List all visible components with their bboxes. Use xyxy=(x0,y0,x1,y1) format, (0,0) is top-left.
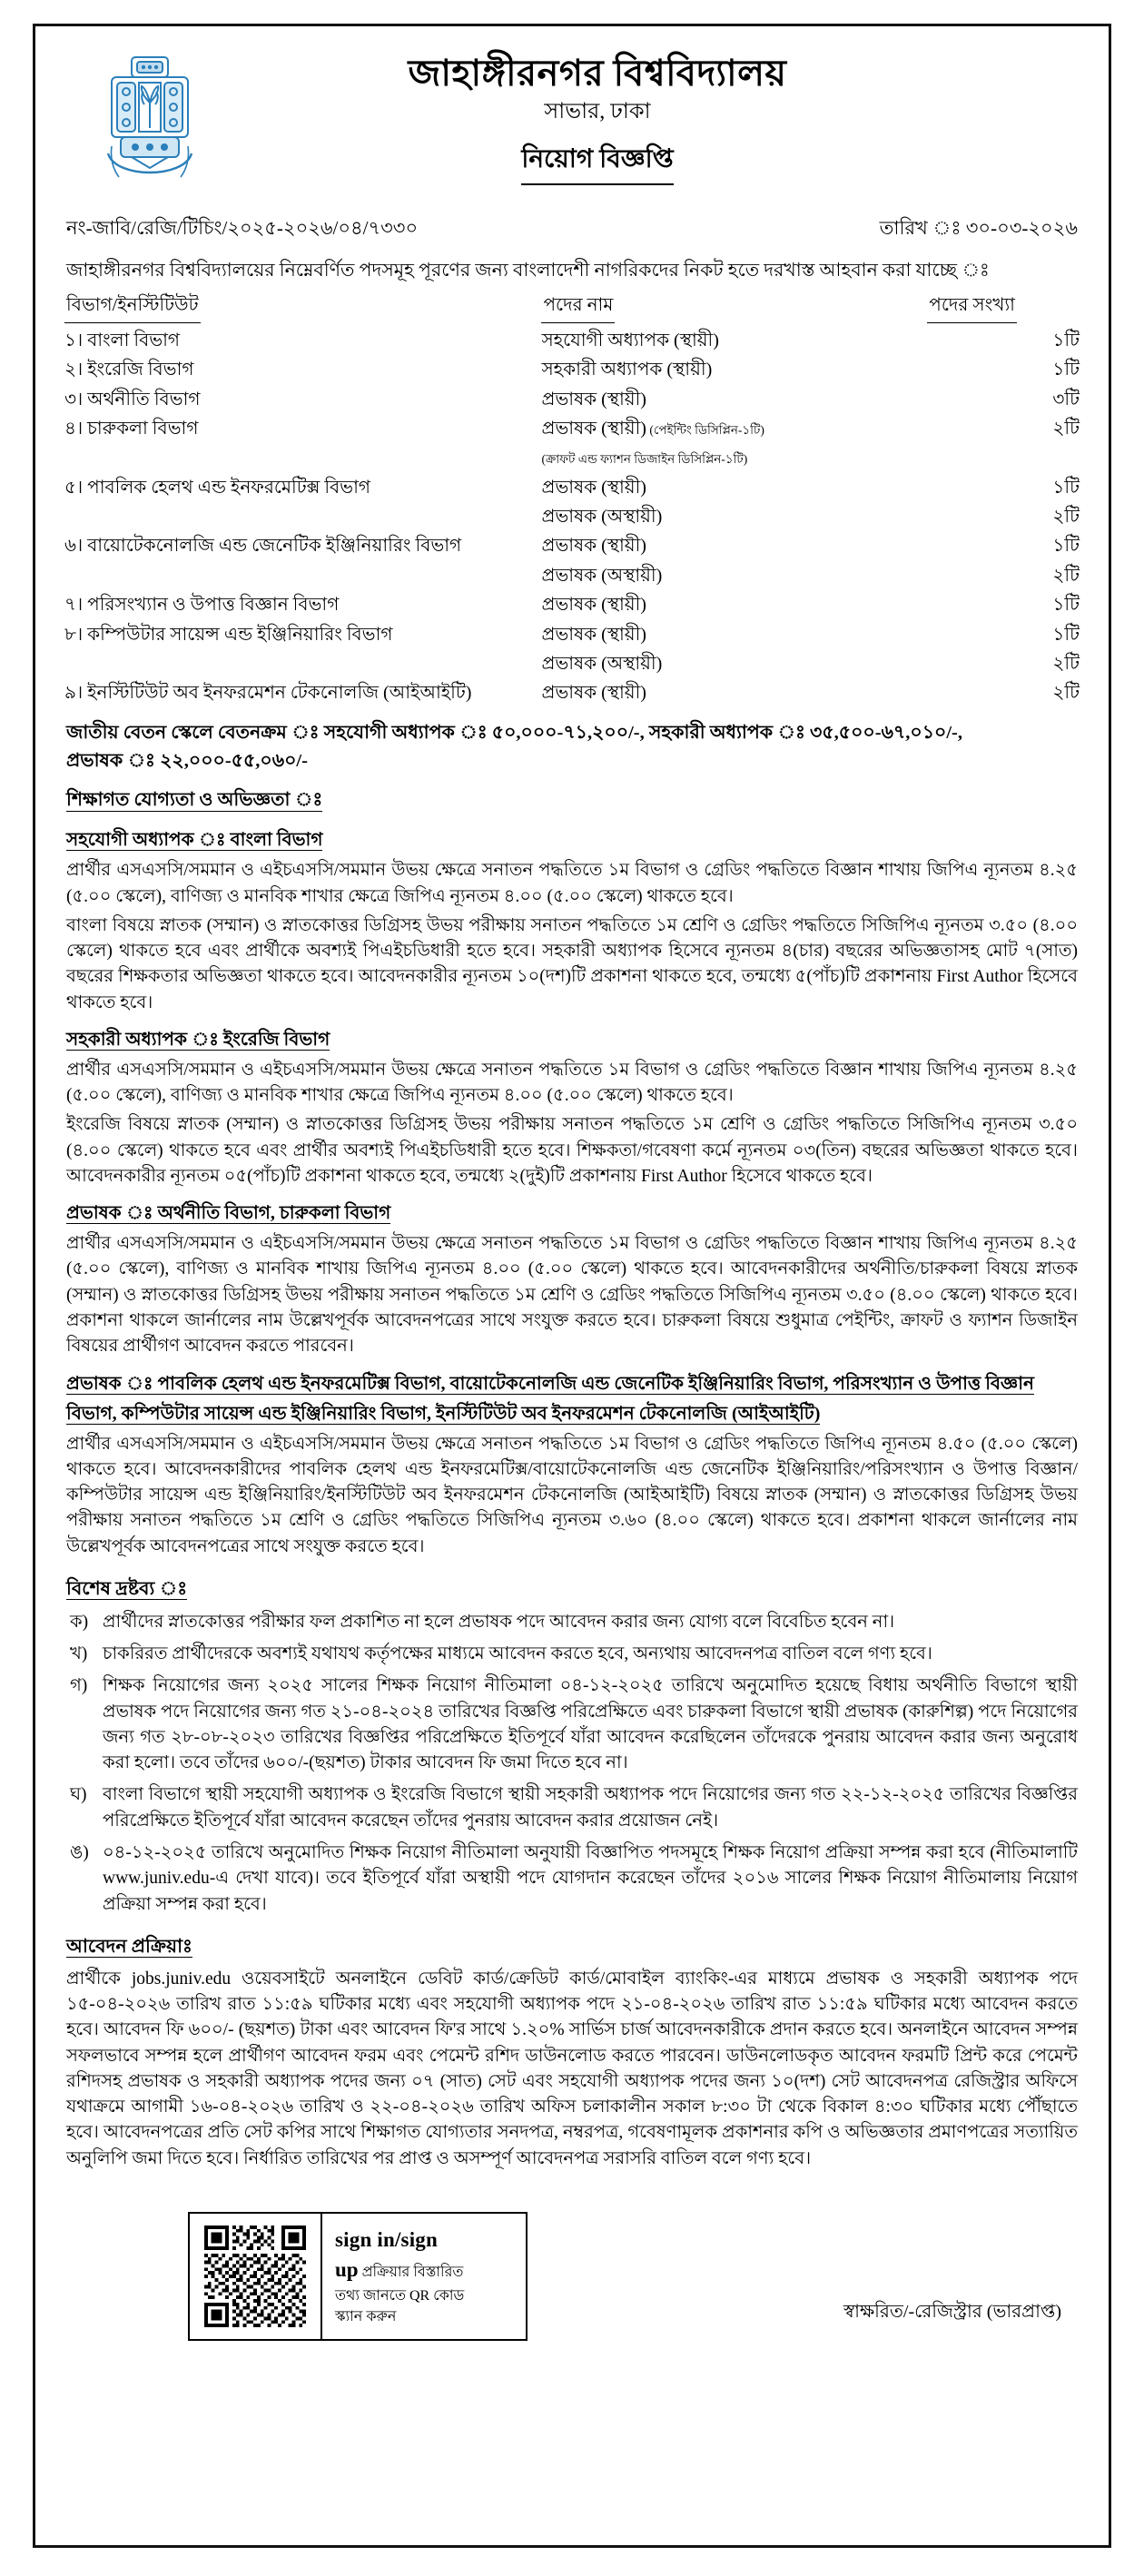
university-name: জাহাঙ্গীরনগর বিশ্ববিদ্যালয় xyxy=(408,53,787,94)
cell-department: ২। ইংরেজি বিভাগ xyxy=(64,360,194,380)
qualification-paragraph: প্রার্থীর এসএসসি/সমমান ও এইচএসসি/সমমান উভয় ক্ষেত্রে সনাতন পদ্ধতিতে ১ম বিভাগ ও গ্রেডিং পদ্ধতিতে বিজ্ঞান শাখায় জিপিএ ন্যূনতম ৪.২৫ (৫.০০ স্কেলে), বাণিজ্য ও মানবিক শাখায় জিপিএ ন্যূনতম ৪.০০ (৫.০০ স্কেলে) থাকতে হবে। আবেদনকারীদের অর্থনীতি/চারুকলা বিষয়ে স্নাতক (সম্মান) ও স্নাতকোত্তর ডিগ্রিসহ উভয় পরীক্ষায় সনাতন পদ্ধতিতে ১ম শ্রেণি ও গ্রেডিং পদ্ধতিতে সিজিপিএ ন্যূনতম ৩.৫০ (৪.০০ স্কেলে) থাকতে হবে। প্রকাশনা থাকলে জার্নালের নাম উল্লেখপূর্বক আবেদনপত্রের সাথে সংযুক্ত করতে হবে। চারুকলা বিষয়ে শুধুমাত্র পেইন্টিং, ক্রাফট ও ফ্যাশন ডিজাইন বিষয়ের প্রার্থীগণ আবেদন করতে পারবেন। xyxy=(66,1234,1078,1357)
post-name: প্রভাষক (অস্থায়ী) xyxy=(541,654,663,675)
cell-department xyxy=(64,502,541,531)
post-name: সহযোগী অধ্যাপক (স্থায়ী) xyxy=(541,330,719,350)
qualification-paragraph: প্রার্থীর এসএসসি/সমমান ও এইচএসসি/সমমান উভয় ক্ষেত্রে সনাতন পদ্ধতিতে ১ম বিভাগ ও গ্রেডিং পদ্ধতিতে বিজ্ঞান শাখায় জিপিএ ন্যূনতম ৪.২৫ (৫.০০ স্কেলে), বাণিজ্য ও মানবিক শাখার ক্ষেত্রে জিপিএ ন্যূনতম ৪.০০ (৫.০০ স্কেলে) থাকতে হবে। xyxy=(66,1060,1078,1106)
cell-post xyxy=(541,326,927,355)
cell-post-count: ২টি xyxy=(1052,683,1080,704)
table-row xyxy=(64,531,1080,560)
qr-signin-label: sign in/sign xyxy=(335,2227,438,2251)
intro-paragraph: জাহাঙ্গীরনগর বিশ্ববিদ্যালয়ের নিম্নেবর্ণিত পদসমূহ পূরণের জন্য বাংলাদেশী নাগরিকদের নিকট হতে দরখাস্ত আহবান করা যাচ্ছে ঃ xyxy=(66,261,990,281)
qualification-paragraph: প্রার্থীর এসএসসি/সমমান ও এইচএসসি/সমমান উভয় ক্ষেত্রে সনাতন পদ্ধতিতে ১ম বিভাগ ও গ্রেডিং পদ্ধতিতে জিপিএ ন্যূনতম ৪.৫০ (৫.০০ স্কেলে) থাকতে হবে। আবেদনকারীদের পাবলিক হেলথ এন্ড ইনফরমেটিক্স/বায়োটেকনোলজি এন্ড জেনেটিক ইঞ্জিনিয়ারিং/পরিসংখ্যান ও উপাত্ত বিজ্ঞান/কম্পিউটার সায়েন্স এন্ড ইঞ্জিনিয়ারিং/ইনস্টিটিউট অব ইনফরমেশন টেকনোলজি (আইআইটি) বিষয়ে স্নাতক (সম্মান) ও স্নাতকোত্তর ডিগ্রিসহ উভয় পরীক্ষায় সনাতন পদ্ধতিতে ১ম শ্রেণি ও গ্রেডিং পদ্ধতিতে সিজিপিএ ন্যূনতম ৩.৬০ (৪.০০ স্কেলে) থাকতে হবে। প্রকাশনা থাকলে জার্নালের নাম উল্লেখপূর্বক আবেদনপত্রের সাথে সংযুক্ত করতে হবে। xyxy=(66,1434,1078,1556)
apply-paragraph: প্রার্থীকে jobs.juniv.edu ওয়েবসাইটে অনলাইনে ডেবিট কার্ড/ক্রেডিট কার্ড/মোবাইল ব্যাংকিং-এর মাধ্যমে প্রভাষক ও সহকারী অধ্যাপক পদে ১৫-০৪-২০২৬ তারিখ রাত ১১:৫৯ ঘটিকার মধ্যে এবং সহযোগী অধ্যাপক পদে ২১-০৪-২০২৬ তারিখ রাত ১১:৫৯ ঘটিকার মধ্যে আবেদন করতে হবে। আবেদন ফি ৬০০/- (ছয়শত) টাকা এবং আবেদন ফি'র সাথে ১.২০% সার্ভিস চার্জ আবেদনকারীকে প্রদান করতে হবে। অনলাইনে আবেদন সম্পন্ন সফলভাবে সম্পন্ন হলে প্রার্থীগণ আবেদন ফরম এবং পেমেন্ট রশিদ ডাউনলোড করতে পারবেন। ডাউনলোডকৃত আবেদন ফরমটি প্রিন্ট করে পেমেন্ট রশিদসহ প্রভাষক ও সহকারী অধ্যাপক পদের জন্য ০৭ (সাত) সেট এবং সহযোগী অধ্যাপক পদের জন্য ১০(দশ) সেট আবেদনপত্র রেজিস্ট্রার অফিসে যথাক্রমে আগামী ১৬-০৪-২০২৬ তারিখ ও ২২-০৪-২০২৬ তারিখ অফিস চলাকালীন সকাল ৮:৩০ টা থেকে বিকাল ৪:৩০ ঘটিকার মধ্যে পৌঁছাতে হবে। আবেদনপত্রের প্রতি সেট কপির সাথে শিক্ষাগত যোগ্যতার সনদপত্র, নম্বরপত্র, গবেষণামূলক প্রকাশনার কপি ও অভিজ্ঞতার প্রমাণপত্রের সত্যায়িত অনুলিপি জমা দিতে হবে। নির্ধারিত তারিখের পর প্রাপ্ত ও অসম্পূর্ণ আবেদনপত্র সরাসরি বাতিল বলে গণ্য হবে। xyxy=(66,1969,1078,2168)
qualification-heading: শিক্ষাগত যোগ্যতা ও অভিজ্ঞতা ঃ xyxy=(66,790,323,811)
qr-line2-rest: প্রক্রিয়ার বিস্তারিত xyxy=(358,2265,464,2281)
cell-post-count: ৩টি xyxy=(1052,389,1080,410)
qr-code-icon[interactable] xyxy=(204,2226,306,2327)
special-note-text: ০৪-১২-২০২৫ তারিখে অনুমোদিত শিক্ষক নিয়োগ নীতিমালা অনুযায়ী বিজ্ঞাপিত পদসমূহে শিক্ষক নিয়োগ প্রক্রিয়া সম্পন্ন করা হবে (নীতিমালাটি www.juniv.edu-এ দেখা যাবে)। তবে ইতিপূর্বে যাঁরা অস্থায়ী পদে যোগদান করেছেন তাঁদের ২০১৬ সালের শিক্ষক নিয়োগ নীতিমালায় নিয়োগ প্রক্রিয়া সম্পন্ন করা হবে। xyxy=(103,1843,1078,1914)
qr-info-box[interactable] xyxy=(188,2212,528,2341)
cell-post xyxy=(541,678,927,707)
post-name: প্রভাষক (স্থায়ী) xyxy=(541,418,646,439)
cell-post-count: ২টি xyxy=(1052,654,1080,675)
special-note-text: প্রার্থীদের স্নাতকোত্তর পরীক্ষার ফল প্রকাশিত না হলে প্রভাষক পদে আবেদন করার জন্য যোগ্য বলে বিবেচিত হবেন না। xyxy=(103,1612,895,1632)
special-note-marker: ঙ) xyxy=(70,1843,89,1862)
apply-process-body xyxy=(64,1967,1080,2172)
special-note-text: চাকরিরত প্রার্থীদেরকে অবশ্যই যথাযথ কর্তৃপক্ষের মাধ্যমে আবেদন করতে হবে, অন্যথায় আবেদনপত্র বাতিল বলে গণ্য হবে। xyxy=(103,1644,932,1664)
salary-scale xyxy=(66,719,1078,775)
registrar-signature: স্বাক্ষরিত/-রেজিস্ট্রার (ভারপ্রাপ্ত) xyxy=(843,2301,1061,2322)
qualification-paragraph: প্রার্থীর এসএসসি/সমমান ও এইচএসসি/সমমান উভয় ক্ষেত্রে সনাতন পদ্ধতিতে ১ম বিভাগ ও গ্রেডিং পদ্ধতিতে বিজ্ঞান শাখায় জিপিএ ন্যূনতম ৪.২৫ (৫.০০ স্কেলে), বাণিজ্য ও মানবিক শাখার ক্ষেত্রে জিপিএ ন্যূনতম ৪.০০ (৫.০০ স্কেলে) থাকতে হবে। xyxy=(66,861,1078,906)
special-note-marker: ক) xyxy=(70,1612,89,1632)
table-row xyxy=(64,443,1080,472)
cell-post-count: ২টি xyxy=(1052,507,1080,528)
cell-department xyxy=(64,649,541,678)
reference-number: নং-জাবি/রেজি/টিচিং/২০২৫-২০২৬/০৪/৭৩৩০ xyxy=(66,217,419,239)
table-row xyxy=(64,649,1080,678)
cell-post xyxy=(541,590,927,619)
reference-line xyxy=(66,213,1078,245)
special-note-item xyxy=(66,1642,1078,1667)
table-row xyxy=(64,326,1080,355)
qualification-section-title-text: প্রভাষক ঃ অর্থনীতি বিভাগ, চারুকলা বিভাগ xyxy=(66,1203,391,1224)
post-discipline-note: (ক্রাফট এন্ড ফ্যাশন ডিজাইন ডিসিপ্লিন-১টি) xyxy=(541,452,748,467)
qualification-section-title-text: সহকারী অধ্যাপক ঃ ইংরেজি বিভাগ xyxy=(66,1029,330,1050)
special-note-item xyxy=(66,1673,1078,1776)
document-frame xyxy=(33,24,1111,2548)
salary-line-2: প্রভাষক ঃ ২২,০০০-৫৫,০৬০/- xyxy=(66,750,308,771)
table-row xyxy=(64,502,1080,531)
column-header-department: বিভাগ/ইনস্টিটিউট xyxy=(64,291,541,326)
table-row xyxy=(64,414,1080,443)
post-name: প্রভাষক (স্থায়ী) xyxy=(541,536,646,557)
cell-post xyxy=(541,414,927,443)
cell-post-count: ১টি xyxy=(1052,330,1080,350)
post-name: প্রভাষক (অস্থায়ী) xyxy=(541,507,663,528)
cell-post-count: ১টি xyxy=(1052,360,1080,380)
post-name: প্রভাষক (স্থায়ী) xyxy=(541,595,646,616)
post-name: প্রভাষক (স্থায়ী) xyxy=(541,683,646,704)
cell-department: ৯। ইনস্টিটিউট অব ইনফরমেশন টেকনোলজি (আইআইটি) xyxy=(64,683,472,704)
cell-post-count: ১টি xyxy=(1052,536,1080,557)
cell-post-count xyxy=(927,443,1080,472)
special-note-item xyxy=(66,1841,1078,1918)
qr-line3: তথ্য জানতে QR কোড xyxy=(335,2287,465,2304)
table-row xyxy=(64,355,1080,384)
document-footer xyxy=(70,2196,1074,2341)
cell-department: ৪। চারুকলা বিভাগ xyxy=(64,418,199,439)
table-header-row xyxy=(64,291,1080,326)
qr-instruction-text xyxy=(322,2214,526,2339)
header-text-block xyxy=(251,48,1080,187)
university-location: সাভার, ঢাকা xyxy=(544,99,651,123)
table-row xyxy=(64,590,1080,619)
column-header-post: পদের নাম xyxy=(541,291,927,326)
notice-date: তারিখ ঃ ৩০-০৩-২০২৬ xyxy=(879,217,1078,239)
salary-line-1: জাতীয় বেতন স্কেলে বেতনক্রম ঃ সহযোগী অধ্যাপক ঃ ৫০,০০০-৭১,২০০/-, সহকারী অধ্যাপক ঃ ৩৫,৫০০-৬৭,০১০/-, xyxy=(66,722,962,743)
logo-container xyxy=(64,48,235,190)
cell-post xyxy=(541,473,927,502)
special-note-marker: খ) xyxy=(70,1644,88,1664)
special-note-text: বাংলা বিভাগে স্থায়ী সহযোগী অধ্যাপক ও ইংরেজি বিভাগে স্থায়ী সহকারী অধ্যাপক পদে নিয়োগের জন্য গত ২২-১২-২০২৫ তারিখের বিজ্ঞপ্তির পরিপ্রেক্ষিতে ইতিপূর্বে যাঁরা আবেদন করেছেন তাঁদের পুনরায় আবেদন করার প্রয়োজন নেই। xyxy=(103,1785,1078,1831)
table-row xyxy=(64,678,1080,707)
document-header xyxy=(64,43,1080,190)
positions-table xyxy=(64,291,1080,708)
cell-post-count: ২টি xyxy=(1052,418,1080,439)
cell-post-count: ১টি xyxy=(1052,624,1080,645)
cell-post xyxy=(541,443,927,472)
special-note-marker: গ) xyxy=(70,1676,88,1696)
cell-post xyxy=(541,649,927,678)
cell-post xyxy=(541,620,927,649)
university-crest-icon xyxy=(92,52,208,190)
table-row xyxy=(64,385,1080,414)
cell-department xyxy=(64,561,541,590)
cell-department: ৫। পাবলিক হেলথ এন্ড ইনফরমেটিক্স বিভাগ xyxy=(64,477,370,498)
cell-department: ৭। পরিসংখ্যান ও উপাত্ত বিজ্ঞান বিভাগ xyxy=(64,595,340,616)
positions-table-body xyxy=(64,326,1080,708)
special-note-text: শিক্ষক নিয়োগের জন্য ২০২৫ সালের শিক্ষক নিয়োগ নীতিমালা ০৪-১২-২০২৫ তারিখে অনুমোদিত হয়েছে বিধায় অর্থনীতি বিভাগে স্থায়ী প্রভাষক পদে নিয়োগের জন্য গত ২১-০৪-২০২৪ তারিখের বিজ্ঞপ্তি পরিপ্রেক্ষিতে এবং চারুকলা বিভাগে স্থায়ী প্রভাষক (কারুশিল্প) পদে নিয়োগের জন্য গত ২৮-০৮-২০২৩ তারিখের বিজ্ঞপ্তির পরিপ্রেক্ষিতে ইতিপূর্বে যাঁরা আবেদন করেছিলেন তাঁদেরকে পুনরায় আবেদন করার জন্য অনুরোধ করা হলো। তবে তাঁদের ৬০০/-(ছয়শত) টাকার আবেদন ফি জমা দিতে হবে না। xyxy=(103,1676,1078,1773)
table-row xyxy=(64,473,1080,502)
qualification-section-title xyxy=(66,1199,1078,1229)
post-name: প্রভাষক (স্থায়ী) xyxy=(541,389,646,410)
cell-post xyxy=(541,561,927,590)
notice-title: নিয়োগ বিজ্ঞপ্তি xyxy=(521,139,673,185)
special-note-item xyxy=(66,1610,1078,1635)
qualification-section-title-text: সহযোগী অধ্যাপক ঃ বাংলা বিভাগ xyxy=(66,830,323,851)
cell-department: ৩। অর্থনীতি বিভাগ xyxy=(64,389,201,410)
post-name: প্রভাষক (অস্থায়ী) xyxy=(541,565,663,586)
cell-post xyxy=(541,531,927,560)
qr-signup-label: up xyxy=(335,2258,359,2282)
qualification-section-title xyxy=(66,1370,1078,1430)
qr-code-cell[interactable] xyxy=(190,2214,322,2339)
qualification-section-title-text: প্রভাষক ঃ পাবলিক হেলথ এন্ড ইনফরমেটিক্স বিভাগ, বায়োটেকনোলজি এন্ড জেনেটিক ইঞ্জিনিয়ারিং বিভাগ, পরিসংখ্যান ও উপাত্ত বিজ্ঞান বিভাগ, কম্পিউটার সায়েন্স এন্ড ইঞ্জিনিয়ারিং বিভাগ, ইনস্টিটিউট অব ইনফরমেশন টেকনোলজি (আইআইটি) xyxy=(66,1373,1034,1424)
special-notes-list xyxy=(64,1610,1080,1918)
qualification-paragraph: ইংরেজি বিষয়ে স্নাতক (সম্মান) ও স্নাতকোত্তর ডিগ্রিসহ উভয় পরীক্ষায় সনাতন পদ্ধতিতে ১ম শ্রেণি ও গ্রেডিং পদ্ধতিতে সিজিপিএ ন্যূনতম ৩.৫০ (৪.০০ স্কেলে) থাকতে হবে এবং প্রার্থীর অবশ্যই পিএইচডিধারী হতে হবে। শিক্ষকতা/গবেষণা কর্মে ন্যূনতম ০৩(তিন) বছরের অভিজ্ঞতা থাকতে হবে। আবেদনকারীর ন্যূনতম ০৫(পাঁচ)টি প্রকাশনা থাকতে হবে, তন্মধ্যে ২(দুই)টি প্রকাশনায় First Author হিসেবে থাকতে হবে। xyxy=(66,1115,1078,1186)
cell-post xyxy=(541,502,927,531)
qr-line4: স্ক্যান করুন xyxy=(335,2308,397,2324)
cell-post-count: ১টি xyxy=(1052,477,1080,498)
post-name: সহকারী অধ্যাপক (স্থায়ী) xyxy=(541,360,713,380)
cell-post-count: ২টি xyxy=(1052,565,1080,586)
cell-post xyxy=(541,385,927,414)
qualification-section-title xyxy=(66,826,1078,856)
special-notes-heading: বিশেষ দ্রষ্টব্য ঃ xyxy=(66,1578,188,1599)
table-row xyxy=(64,620,1080,649)
qualification-sections xyxy=(64,826,1080,1560)
apply-process-heading: আবেদন প্রক্রিয়াঃ xyxy=(66,1936,192,1957)
cell-post xyxy=(541,355,927,384)
table-row xyxy=(64,561,1080,590)
cell-department: ৬। বায়োটেকনোলজি এন্ড জেনেটিক ইঞ্জিনিয়ারিং বিভাগ xyxy=(64,536,462,557)
cell-post-count: ১টি xyxy=(1052,595,1080,616)
column-header-count: পদের সংখ্যা xyxy=(927,291,1080,326)
post-name: প্রভাষক (স্থায়ী) xyxy=(541,624,646,645)
qualification-section-title xyxy=(66,1026,1078,1056)
cell-department: ৮। কম্পিউটার সায়েন্স এন্ড ইঞ্জিনিয়ারিং বিভাগ xyxy=(64,624,393,645)
cell-department xyxy=(64,443,541,472)
post-discipline-note: (পেইন্টিং ডিসিপ্লিন-১টি) xyxy=(646,422,764,437)
post-name: প্রভাষক (স্থায়ী) xyxy=(541,477,646,498)
special-note-marker: ঘ) xyxy=(70,1785,87,1805)
special-note-item xyxy=(66,1782,1078,1834)
qualification-paragraph: বাংলা বিষয়ে স্নাতক (সম্মান) ও স্নাতকোত্তর ডিগ্রিসহ উভয় পরীক্ষায় সনাতন পদ্ধতিতে ১ম শ্রেণি ও গ্রেডিং পদ্ধতিতে সিজিপিএ ন্যূনতম ৩.৫০ (৪.০০ স্কেলে) থাকতে হবে এবং প্রার্থীকে অবশ্যই পিএইচডিধারী হতে হবে। সহকারী অধ্যাপক হিসেবে ন্যূনতম ৪(চার) বছরের অভিজ্ঞতাসহ মোট ৭(সাত) বছরের শিক্ষকতার অভিজ্ঞতা থাকতে হবে। আবেদনকারীর ন্যূনতম ১০(দশ)টি প্রকাশনা থাকতে হবে, তন্মধ্যে ৫(পাঁচ)টি প্রকাশনায় First Author হিসেবে থাকতে হবে। xyxy=(66,915,1078,1012)
cell-department: ১। বাংলা বিভাগ xyxy=(64,330,181,350)
